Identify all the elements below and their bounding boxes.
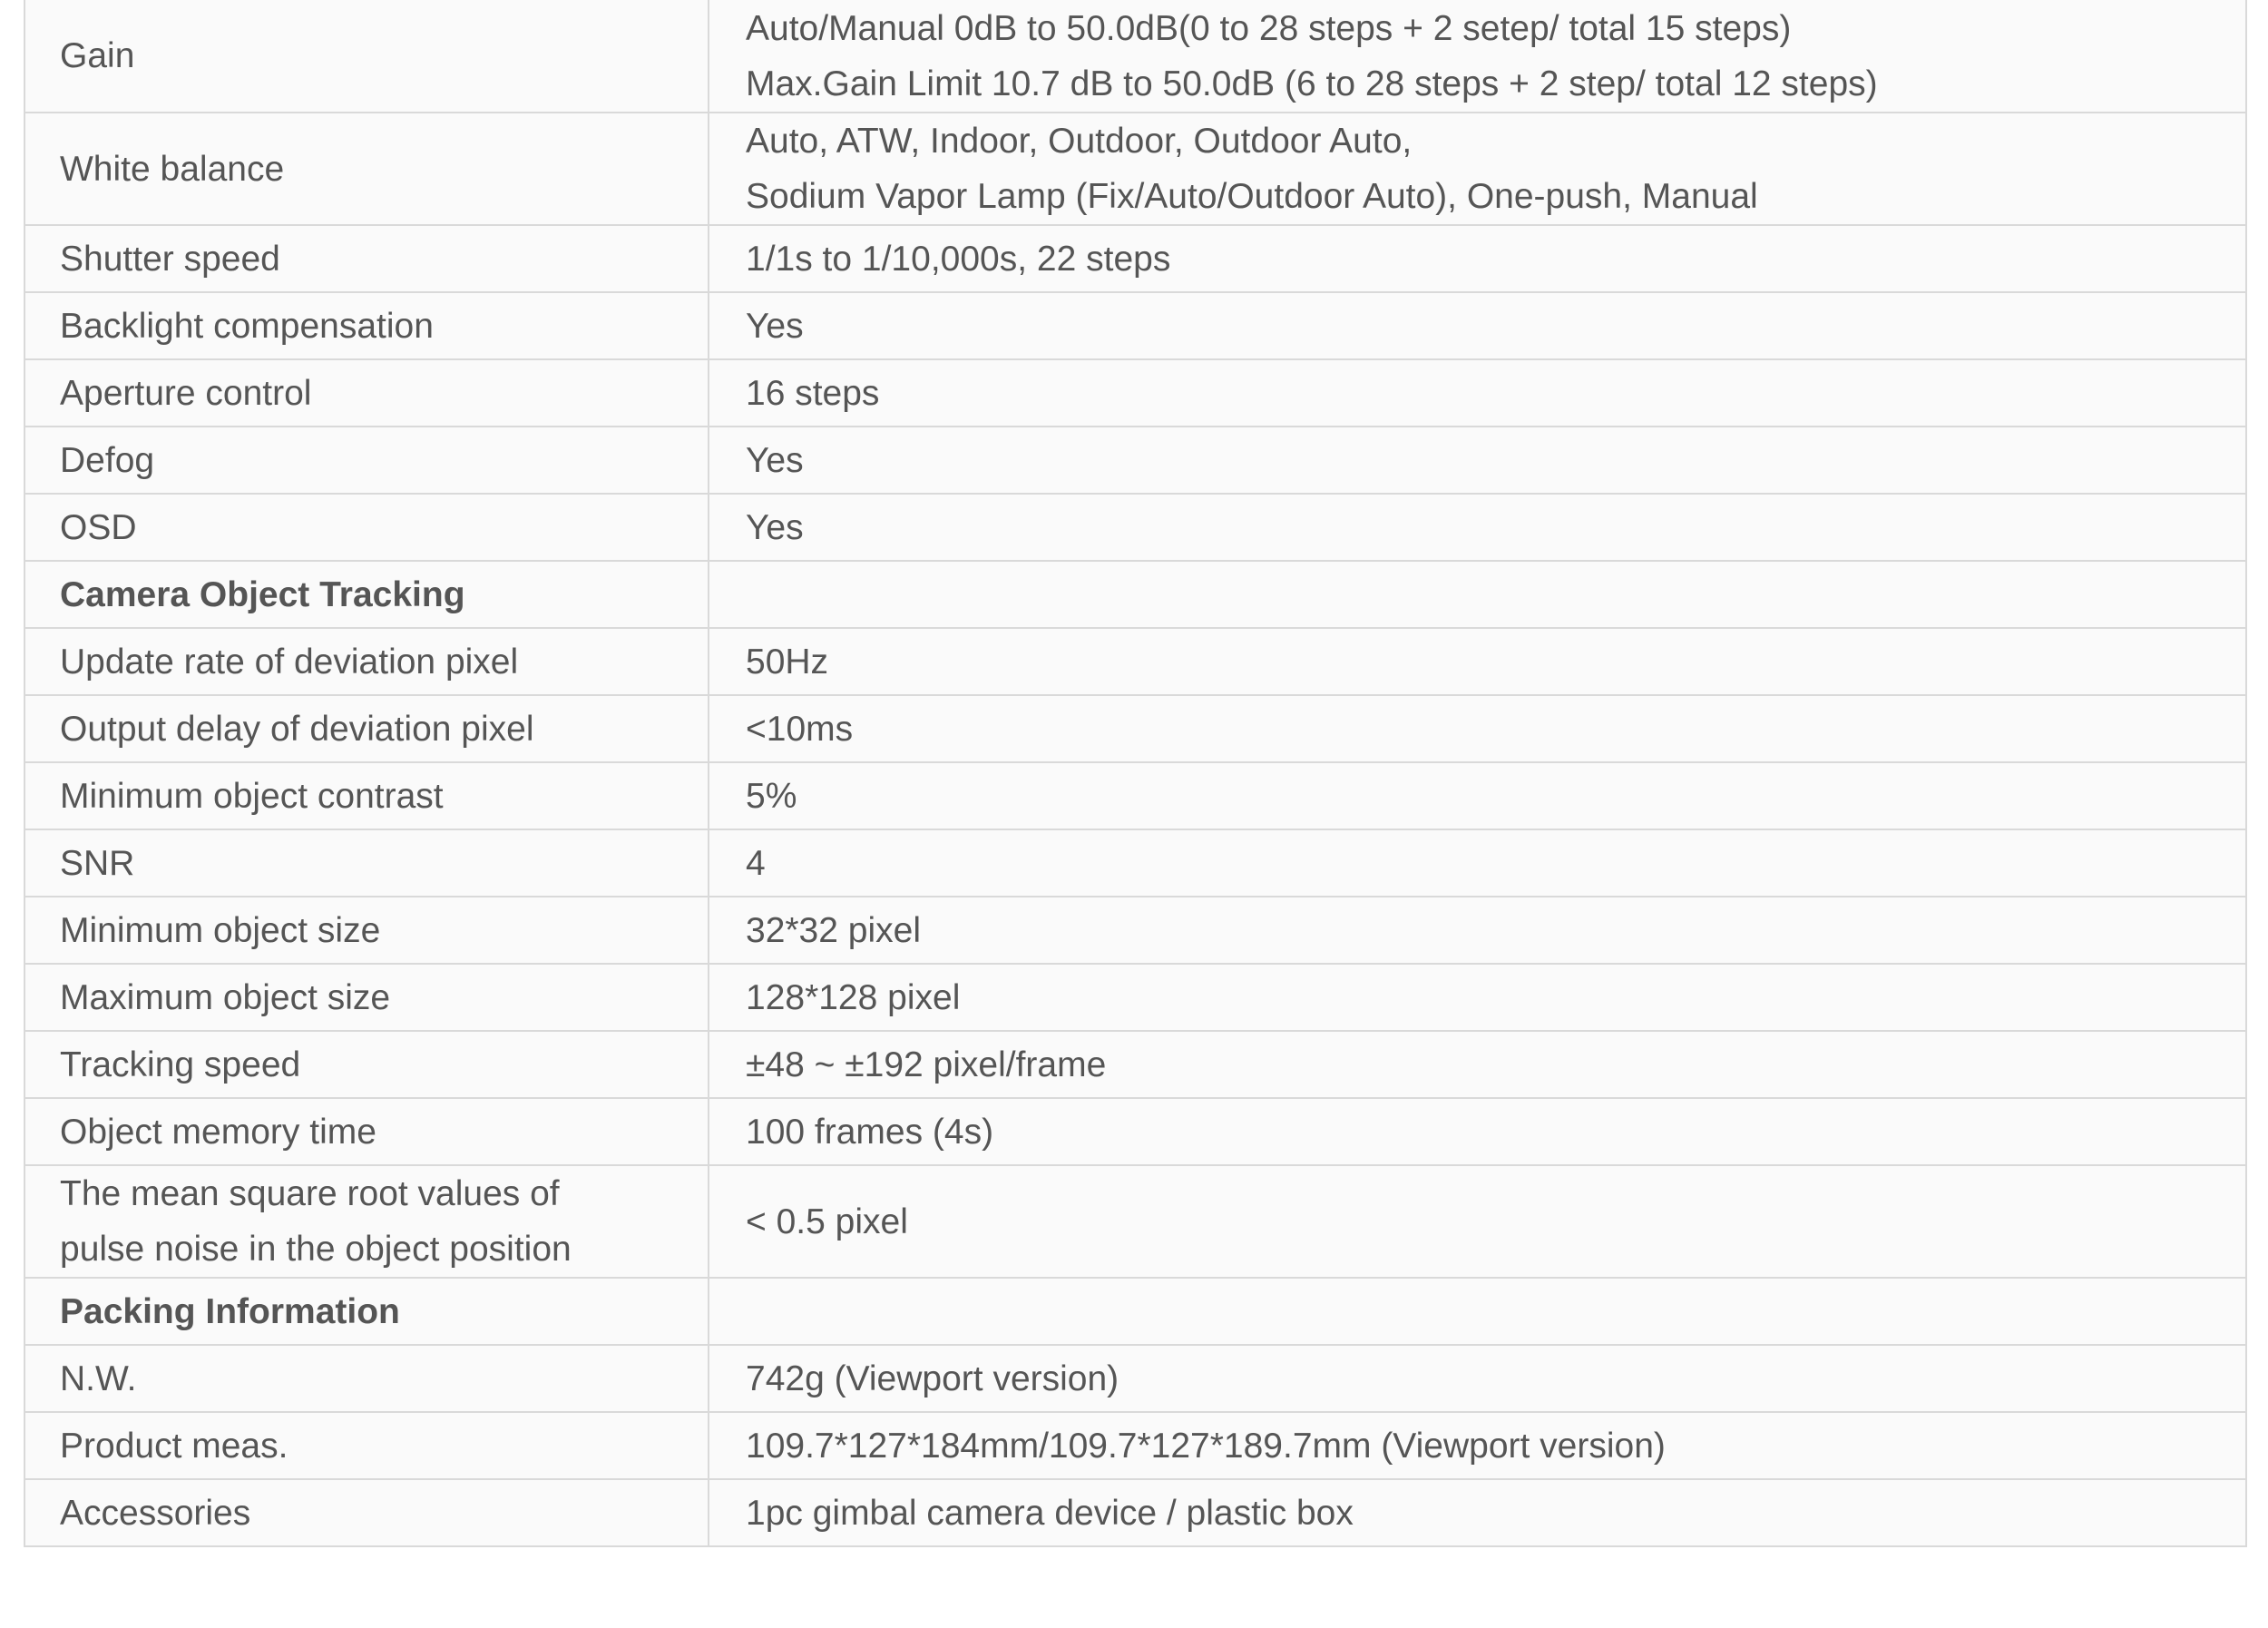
spec-value-text: 5% (746, 776, 797, 816)
spec-row (24, 225, 2246, 292)
spec-label-cell (24, 829, 709, 897)
spec-value-cell (709, 1031, 2246, 1098)
spec-label-cell (24, 1345, 709, 1412)
spec-value-text: Yes (746, 507, 804, 547)
spec-label-cell (24, 1031, 709, 1098)
spec-value-text: 1/1s to 1/10,000s, 22 steps (746, 239, 1171, 279)
spec-label-cell (24, 964, 709, 1031)
spec-value-text: 50Hz (746, 642, 829, 682)
spec-value-cell (709, 1098, 2246, 1165)
spec-row (24, 897, 2246, 964)
spec-value-text: 109.7*127*184mm/109.7*127*189.7mm (Viewport version) (746, 1426, 1666, 1466)
spec-row (24, 1165, 2246, 1278)
spec-value-cell (709, 1278, 2246, 1345)
spec-label-text: White balance (60, 149, 285, 189)
spec-row (24, 359, 2246, 427)
spec-row (24, 1479, 2246, 1546)
spec-value-text: 100 frames (4s) (746, 1112, 994, 1152)
spec-label-text: Accessories (60, 1493, 251, 1533)
spec-row (24, 292, 2246, 359)
spec-label-cell (24, 1165, 709, 1278)
spec-value-text: ±48 ~ ±192 pixel/frame (746, 1044, 1107, 1084)
spec-value-text: 128*128 pixel (746, 977, 961, 1017)
spec-label-cell (24, 292, 709, 359)
spec-label-text: OSD (60, 507, 137, 547)
spec-row (24, 1345, 2246, 1412)
spec-value-text: 16 steps (746, 373, 880, 413)
spec-row (24, 762, 2246, 829)
spec-label-text: Minimum object contrast (60, 776, 444, 816)
spec-label-text: pulse noise in the object position (60, 1230, 572, 1269)
spec-label-cell (24, 427, 709, 494)
spec-value-text: Auto/Manual 0dB to 50.0dB(0 to 28 steps + 2 setep/ total 15 steps) (746, 8, 1792, 48)
spec-label-text: Shutter speed (60, 239, 280, 279)
spec-label-text: Output delay of deviation pixel (60, 709, 534, 749)
spec-value-cell (709, 113, 2246, 225)
spec-value-cell (709, 1479, 2246, 1546)
section-header-row (24, 1278, 2246, 1345)
spec-value-text: Yes (746, 440, 804, 480)
spec-value-cell (709, 494, 2246, 561)
spec-value-cell (709, 695, 2246, 762)
spec-label-text: Product meas. (60, 1426, 288, 1466)
spec-label-text: Packing Information (60, 1291, 400, 1331)
spec-label-text: Camera Object Tracking (60, 574, 465, 614)
spec-value-cell (709, 1165, 2246, 1278)
spec-label-cell (24, 1098, 709, 1165)
spec-value-cell (709, 1345, 2246, 1412)
spec-label-text: N.W. (60, 1358, 137, 1398)
spec-label-cell (24, 359, 709, 427)
spec-value-cell (709, 829, 2246, 897)
spec-value-cell (709, 1412, 2246, 1479)
spec-value-cell (709, 427, 2246, 494)
spec-value-text: Sodium Vapor Lamp (Fix/Auto/Outdoor Auto), One-push, Manual (746, 177, 1758, 216)
spec-row (24, 1412, 2246, 1479)
spec-label-text: The mean square root values of (60, 1174, 560, 1213)
spec-value-cell (709, 292, 2246, 359)
spec-row (24, 1031, 2246, 1098)
spec-label-text: Minimum object size (60, 910, 381, 950)
spec-value-text: Yes (746, 306, 804, 346)
spec-label-cell (24, 113, 709, 225)
spec-value-text: 32*32 pixel (746, 910, 921, 950)
spec-label-text: Object memory time (60, 1112, 376, 1152)
spec-value-cell (709, 0, 2246, 113)
spec-label-text: SNR (60, 843, 135, 883)
spec-table (24, 0, 2247, 1547)
spec-label-cell (24, 1479, 709, 1546)
spec-label-cell (24, 561, 709, 628)
section-header-row (24, 561, 2246, 628)
spec-value-text: < 0.5 pixel (746, 1201, 908, 1241)
spec-value-cell (709, 359, 2246, 427)
spec-row (24, 628, 2246, 695)
spec-label-cell (24, 897, 709, 964)
spec-row (24, 427, 2246, 494)
spec-value-text: <10ms (746, 709, 854, 749)
spec-label-cell (24, 494, 709, 561)
spec-value-cell (709, 897, 2246, 964)
spec-label-text: Update rate of deviation pixel (60, 642, 519, 682)
spec-value-text: 4 (746, 843, 766, 883)
spec-table-body (24, 0, 2246, 1546)
spec-value-text: Auto, ATW, Indoor, Outdoor, Outdoor Auto, (746, 122, 1413, 161)
spec-row (24, 964, 2246, 1031)
spec-label-text: Defog (60, 440, 155, 480)
spec-label-cell (24, 762, 709, 829)
spec-label-text: Backlight compensation (60, 306, 434, 346)
spec-row (24, 494, 2246, 561)
spec-value-cell (709, 628, 2246, 695)
spec-row (24, 1098, 2246, 1165)
spec-value-cell (709, 964, 2246, 1031)
spec-row (24, 695, 2246, 762)
spec-label-cell (24, 0, 709, 113)
spec-label-text: Maximum object size (60, 977, 391, 1017)
spec-row (24, 829, 2246, 897)
spec-label-text: Tracking speed (60, 1044, 301, 1084)
spec-value-text: Max.Gain Limit 10.7 dB to 50.0dB (6 to 28 steps + 2 step/ total 12 steps) (746, 64, 1878, 103)
spec-row (24, 113, 2246, 225)
spec-value-cell (709, 561, 2246, 628)
spec-label-cell (24, 628, 709, 695)
spec-label-cell (24, 695, 709, 762)
spec-row (24, 0, 2246, 113)
spec-label-text: Aperture control (60, 373, 312, 413)
spec-label-cell (24, 1278, 709, 1345)
spec-value-cell (709, 225, 2246, 292)
spec-value-text: 742g (Viewport version) (746, 1358, 1119, 1398)
spec-label-cell (24, 225, 709, 292)
spec-label-text: Gain (60, 36, 135, 75)
spec-value-cell (709, 762, 2246, 829)
spec-value-text: 1pc gimbal camera device / plastic box (746, 1493, 1354, 1533)
spec-label-cell (24, 1412, 709, 1479)
